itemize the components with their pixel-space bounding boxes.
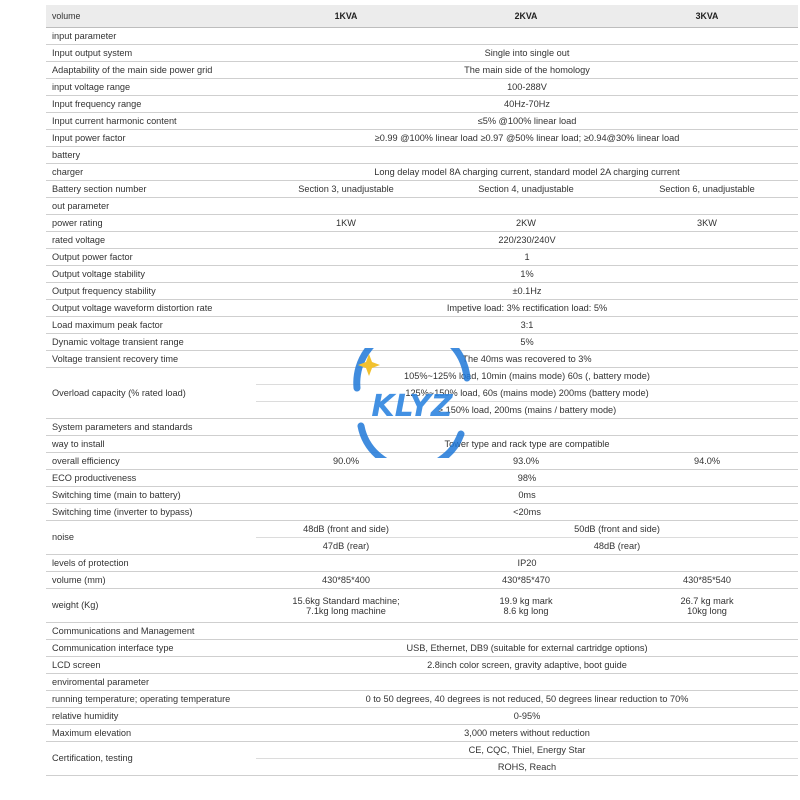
row-label: Input current harmonic content bbox=[46, 113, 256, 130]
weight-2kva bbox=[436, 589, 616, 623]
row-value: Impetive load: 3% rectification load: 5% bbox=[256, 300, 798, 317]
row-label: Output frequency stability bbox=[46, 283, 256, 300]
row-value: 3:1 bbox=[256, 317, 798, 334]
row-value: Single into single out bbox=[256, 45, 798, 62]
table-row bbox=[46, 45, 798, 62]
row-label: Dynamic voltage transient range bbox=[46, 334, 256, 351]
weight-long: 7.1kg long machine bbox=[306, 605, 386, 616]
table-row bbox=[46, 521, 798, 555]
value-1kva: 430*85*400 bbox=[256, 572, 436, 589]
row-value: The main side of the homology bbox=[256, 62, 798, 79]
value-2kva: Section 4, unadjustable bbox=[436, 181, 616, 198]
header-2kva: 2KVA bbox=[436, 5, 616, 28]
row-label: noise bbox=[46, 521, 256, 555]
section-communications: Communications and Management bbox=[46, 623, 798, 640]
table-row bbox=[46, 283, 798, 300]
spec-sheet bbox=[46, 5, 798, 776]
section-row bbox=[46, 147, 798, 164]
row-label: Load maximum peak factor bbox=[46, 317, 256, 334]
table-row bbox=[46, 317, 798, 334]
row-value-group bbox=[256, 742, 798, 776]
row-value: 40Hz-70Hz bbox=[256, 96, 798, 113]
table-row bbox=[46, 487, 798, 504]
value-2kva: 93.0% bbox=[436, 453, 616, 470]
row-label: input voltage range bbox=[46, 79, 256, 96]
weight-long: 8.6 kg long bbox=[503, 605, 549, 616]
section-row bbox=[46, 28, 798, 45]
weight-long: 10kg long bbox=[687, 605, 727, 616]
overload-line: > 150% load, 200ms (mains / battery mode) bbox=[256, 401, 798, 418]
row-value-group bbox=[256, 368, 798, 419]
table-row bbox=[46, 181, 798, 198]
row-value: 0ms bbox=[256, 487, 798, 504]
table-row bbox=[46, 725, 798, 742]
table-row bbox=[46, 249, 798, 266]
row-label: ECO productiveness bbox=[46, 470, 256, 487]
row-label: charger bbox=[46, 164, 256, 181]
value-3kva: 430*85*540 bbox=[616, 572, 798, 589]
value-3kva: 3KW bbox=[616, 215, 798, 232]
row-value: <20ms bbox=[256, 504, 798, 521]
weight-1kva bbox=[256, 589, 436, 623]
value-1kva: 1KW bbox=[256, 215, 436, 232]
row-value: 1 bbox=[256, 249, 798, 266]
value-1kva: Section 3, unadjustable bbox=[256, 181, 436, 198]
table-row bbox=[46, 589, 798, 623]
weight-standard: 19.9 kg mark bbox=[499, 595, 553, 606]
row-value: IP20 bbox=[256, 555, 798, 572]
table-row bbox=[46, 62, 798, 79]
noise-front: 48dB (front and side) bbox=[303, 524, 389, 534]
row-value: ≥0.99 @100% linear load ≥0.97 @50% linear load; ≥0.94@30% linear load bbox=[256, 130, 798, 147]
row-value: 2.8inch color screen, gravity adaptive, boot guide bbox=[256, 657, 798, 674]
header-label: volume bbox=[46, 5, 256, 28]
section-row bbox=[46, 419, 798, 436]
section-battery: battery bbox=[46, 147, 798, 164]
row-label: Input power factor bbox=[46, 130, 256, 147]
table-row bbox=[46, 130, 798, 147]
certification-line: CE, CQC, Thiel, Energy Star bbox=[468, 745, 586, 755]
row-label: rated voltage bbox=[46, 232, 256, 249]
table-row bbox=[46, 96, 798, 113]
section-environmental: enviromental parameter bbox=[46, 674, 798, 691]
row-value: 0 to 50 degrees, 40 degrees is not reduced, 50 degrees linear reduction to 70% bbox=[256, 691, 798, 708]
row-label: levels of protection bbox=[46, 555, 256, 572]
table-row bbox=[46, 504, 798, 521]
value-2kva: 2KW bbox=[436, 215, 616, 232]
row-value: 3,000 meters without reduction bbox=[256, 725, 798, 742]
table-row bbox=[46, 164, 798, 181]
table-row bbox=[46, 691, 798, 708]
row-value: ≤5% @100% linear load bbox=[256, 113, 798, 130]
table-row bbox=[46, 640, 798, 657]
table-row bbox=[46, 79, 798, 96]
row-label: Certification, testing bbox=[46, 742, 256, 776]
row-label: Switching time (main to battery) bbox=[46, 487, 256, 504]
value-3kva: 94.0% bbox=[616, 453, 798, 470]
table-header-row bbox=[46, 5, 798, 28]
certification-line: ROHS, Reach bbox=[256, 758, 798, 775]
row-label: volume (mm) bbox=[46, 572, 256, 589]
value-3kva: Section 6, unadjustable bbox=[616, 181, 798, 198]
value-2kva: 430*85*470 bbox=[436, 572, 616, 589]
row-value: Tower type and rack type are compatible bbox=[256, 436, 798, 453]
row-label: Communication interface type bbox=[46, 640, 256, 657]
noise-rear: 47dB (rear) bbox=[256, 537, 436, 554]
row-label: Voltage transient recovery time bbox=[46, 351, 256, 368]
row-label: Adaptability of the main side power grid bbox=[46, 62, 256, 79]
row-value: 0-95% bbox=[256, 708, 798, 725]
row-label: weight (Kg) bbox=[46, 589, 256, 623]
table-row bbox=[46, 436, 798, 453]
row-label: power rating bbox=[46, 215, 256, 232]
row-label: relative humidity bbox=[46, 708, 256, 725]
row-value: The 40ms was recovered to 3% bbox=[256, 351, 798, 368]
table-row bbox=[46, 232, 798, 249]
noise-2-3kva bbox=[436, 521, 798, 555]
row-label: Input output system bbox=[46, 45, 256, 62]
watermark-text: KLYZ bbox=[371, 389, 453, 424]
table-row bbox=[46, 215, 798, 232]
section-input-parameter: input parameter bbox=[46, 28, 798, 45]
row-label: Maximum elevation bbox=[46, 725, 256, 742]
row-label: Output power factor bbox=[46, 249, 256, 266]
section-row bbox=[46, 674, 798, 691]
row-label: LCD screen bbox=[46, 657, 256, 674]
section-out-parameter: out parameter bbox=[46, 198, 798, 215]
table-row bbox=[46, 470, 798, 487]
row-value: ±0.1Hz bbox=[256, 283, 798, 300]
row-label: overall efficiency bbox=[46, 453, 256, 470]
table-row bbox=[46, 334, 798, 351]
overload-line: 125%~150% load, 60s (mains mode) 200ms (battery mode) bbox=[256, 384, 798, 401]
table-row bbox=[46, 555, 798, 572]
noise-front: 50dB (front and side) bbox=[574, 524, 660, 534]
row-value: USB, Ethernet, DB9 (suitable for external cartridge options) bbox=[256, 640, 798, 657]
row-label: running temperature; operating temperature bbox=[46, 691, 256, 708]
row-label: way to install bbox=[46, 436, 256, 453]
value-1kva: 90.0% bbox=[256, 453, 436, 470]
weight-standard: 15.6kg Standard machine; bbox=[292, 595, 400, 606]
row-label: Battery section number bbox=[46, 181, 256, 198]
section-row bbox=[46, 198, 798, 215]
noise-rear: 48dB (rear) bbox=[436, 537, 798, 554]
table-row bbox=[46, 572, 798, 589]
row-value: 98% bbox=[256, 470, 798, 487]
row-value: 220/230/240V bbox=[256, 232, 798, 249]
section-system-parameters: System parameters and standards bbox=[46, 419, 798, 436]
table-row bbox=[46, 368, 798, 419]
table-row bbox=[46, 453, 798, 470]
table-row bbox=[46, 657, 798, 674]
table-row bbox=[46, 113, 798, 130]
row-label: Overload capacity (% rated load) bbox=[46, 368, 256, 419]
table-row bbox=[46, 708, 798, 725]
specification-table bbox=[46, 5, 798, 776]
header-3kva: 3KVA bbox=[616, 5, 798, 28]
row-value: Long delay model 8A charging current, standard model 2A charging current bbox=[256, 164, 798, 181]
row-label: Switching time (inverter to bypass) bbox=[46, 504, 256, 521]
table-row bbox=[46, 266, 798, 283]
table-row bbox=[46, 742, 798, 776]
table-row bbox=[46, 300, 798, 317]
section-row bbox=[46, 623, 798, 640]
overload-line: 105%~125% load, 10min (mains mode) 60s (, battery mode) bbox=[404, 371, 650, 381]
row-value: 5% bbox=[256, 334, 798, 351]
row-label: Output voltage stability bbox=[46, 266, 256, 283]
row-value: 1% bbox=[256, 266, 798, 283]
row-value: 100-288V bbox=[256, 79, 798, 96]
weight-standard: 26.7 kg mark bbox=[680, 595, 734, 606]
row-label: Output voltage waveform distortion rate bbox=[46, 300, 256, 317]
noise-1kva bbox=[256, 521, 436, 555]
weight-3kva bbox=[616, 589, 798, 623]
table-row bbox=[46, 351, 798, 368]
row-label: Input frequency range bbox=[46, 96, 256, 113]
header-1kva: 1KVA bbox=[256, 5, 436, 28]
